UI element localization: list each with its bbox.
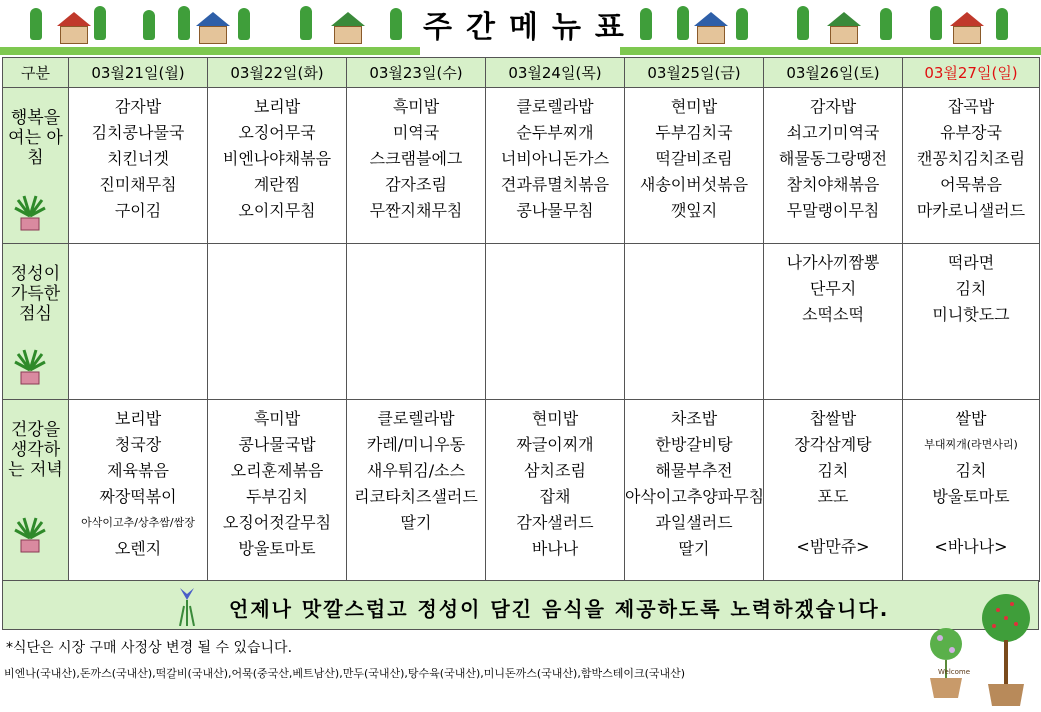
- tree-icon: [880, 8, 892, 40]
- breakfast-cell: [486, 88, 625, 244]
- menu-item: 나가사끼짬뽕: [786, 253, 880, 272]
- menu-item: 김치: [817, 461, 849, 480]
- header-day: 03월23일(수): [347, 58, 486, 88]
- menu-item: 두부김치: [246, 487, 308, 506]
- menu-item: 바나나: [531, 539, 579, 558]
- dinner-label-cell: [3, 400, 69, 582]
- menu-item: 마카로니샐러드: [916, 201, 1026, 220]
- header-row: [3, 58, 1040, 88]
- header-day-sunday: 03월27일(일): [903, 58, 1040, 88]
- menu-item: 잡곡밥: [947, 97, 995, 116]
- menu-item: 어묵볶음: [940, 175, 1002, 194]
- menu-item: 오리훈제볶음: [230, 461, 324, 480]
- menu-item: 짜글이찌개: [516, 435, 594, 454]
- menu-item: 감자밥: [809, 97, 857, 116]
- menu-item: 떡라면: [947, 253, 995, 272]
- dinner-cell: [903, 400, 1040, 582]
- breakfast-cell: [347, 88, 486, 244]
- menu-item: 참치야채볶음: [786, 175, 880, 194]
- house-icon: [830, 26, 858, 44]
- dinner-row: [3, 400, 1040, 582]
- menu-item: 딸기: [678, 539, 710, 558]
- menu-item: 순두부찌개: [516, 123, 594, 142]
- house-roof-icon: [57, 12, 91, 26]
- menu-item: 진미채무침: [99, 175, 177, 194]
- menu-item: 찹쌀밥: [809, 409, 857, 428]
- tree-icon: [30, 8, 42, 40]
- lunch-cell: [903, 244, 1040, 400]
- header-day: 03월24일(목): [486, 58, 625, 88]
- house-icon: [60, 26, 88, 44]
- house-icon: [953, 26, 981, 44]
- menu-item: 클로렐라밥: [516, 97, 594, 116]
- lunch-cell: [69, 244, 208, 400]
- menu-item: 쇠고기미역국: [786, 123, 880, 142]
- lunch-cell: [486, 244, 625, 400]
- menu-item: 아삭이고추양파무침: [625, 487, 765, 506]
- menu-item: 아삭이고추/상추쌈/쌈장: [81, 516, 195, 529]
- tree-icon: [390, 8, 402, 40]
- dinner-cell: [486, 400, 625, 582]
- menu-item: 구이김: [114, 201, 162, 220]
- menu-item: 소떡소떡: [802, 305, 864, 324]
- menu-item: 잡채: [539, 487, 571, 506]
- house-roof-icon: [331, 12, 365, 26]
- menu-item: <밤만쥬>: [796, 537, 870, 556]
- lunch-label: 정성이 가득한 점심: [10, 264, 61, 324]
- tree-icon: [930, 6, 942, 40]
- breakfast-row: [3, 88, 1040, 244]
- menu-item: 쌀밥: [955, 409, 987, 428]
- menu-item: 너비아니돈가스: [500, 149, 610, 168]
- menu-item: 현미밥: [531, 409, 579, 428]
- lunch-cell: [347, 244, 486, 400]
- header-day: 03월21일(월): [69, 58, 208, 88]
- menu-item: 한방갈비탕: [655, 435, 733, 454]
- menu-item: 방울토마토: [238, 539, 316, 558]
- menu-item: 해물동그랑땡전: [778, 149, 888, 168]
- menu-item: 콩나물무침: [516, 201, 594, 220]
- menu-item: 단무지: [809, 279, 857, 298]
- house-icon: [199, 26, 227, 44]
- menu-item: 감자밥: [114, 97, 162, 116]
- tree-icon: [736, 8, 748, 40]
- menu-item: 제육볶음: [107, 461, 169, 480]
- menu-item: 보리밥: [253, 97, 301, 116]
- menu-item: 오징어무국: [238, 123, 316, 142]
- menu-item: 흑미밥: [253, 409, 301, 428]
- lunch-label-cell: [3, 244, 69, 400]
- lunch-row: [3, 244, 1040, 400]
- house-roof-icon: [694, 12, 728, 26]
- header-day: 03월22일(화): [208, 58, 347, 88]
- menu-item: 리코타치즈샐러드: [354, 487, 478, 506]
- breakfast-cell: [625, 88, 764, 244]
- menu-item: 짜장떡볶이: [99, 487, 177, 506]
- menu-item: 오렌지: [114, 539, 162, 558]
- menu-item: 청국장: [114, 435, 162, 454]
- dinner-cell: [208, 400, 347, 582]
- menu-item: 김치: [955, 461, 987, 480]
- breakfast-label-cell: [3, 88, 69, 244]
- menu-item: 클로렐라밥: [377, 409, 455, 428]
- menu-item: 미역국: [392, 123, 440, 142]
- breakfast-label: 행복을 여는 아침: [8, 108, 63, 168]
- menu-item: 새우튀김/소스: [366, 461, 466, 480]
- menu-item: 무짠지채무침: [369, 201, 463, 220]
- menu-item: 방울토마토: [932, 487, 1010, 506]
- notice-text: *식단은 시장 구매 사정상 변경 될 수 있습니다.: [6, 640, 293, 656]
- menu-item: 딸기: [400, 513, 432, 532]
- menu-item: 부대찌개(라면사리): [924, 438, 1018, 451]
- menu-item: 스크램블에그: [369, 149, 463, 168]
- dinner-cell: [764, 400, 903, 582]
- menu-item: 과일샐러드: [655, 513, 733, 532]
- dinner-cell: [69, 400, 208, 582]
- menu-item: 치킨너겟: [107, 149, 169, 168]
- tree-icon: [300, 6, 312, 40]
- menu-item: 삼치조림: [524, 461, 586, 480]
- header-day: 03월25일(금): [625, 58, 764, 88]
- menu-item: 오이지무침: [238, 201, 316, 220]
- breakfast-cell: [764, 88, 903, 244]
- grass-left: [0, 47, 420, 55]
- menu-item: 두부김치국: [655, 123, 733, 142]
- header-day: 03월26일(토): [764, 58, 903, 88]
- menu-table: [2, 57, 1040, 582]
- potted-plant-icon: [12, 348, 48, 388]
- menu-item: 감자샐러드: [516, 513, 594, 532]
- menu-item: 감자조림: [385, 175, 447, 194]
- tree-icon: [996, 8, 1008, 40]
- house-icon: [334, 26, 362, 44]
- iris-flower-icon: [176, 586, 198, 626]
- tree-icon: [677, 6, 689, 40]
- menu-item: 김치: [955, 279, 987, 298]
- menu-item: 새송이버섯볶음: [639, 175, 749, 194]
- decorative-plants-icon: [920, 580, 1038, 708]
- menu-item: 흑미밥: [392, 97, 440, 116]
- menu-item: 유부장국: [940, 123, 1002, 142]
- menu-item: 오징어젓갈무침: [222, 513, 332, 532]
- menu-item: 비엔나야채볶음: [222, 149, 332, 168]
- tree-icon: [178, 6, 190, 40]
- menu-item: 떡갈비조림: [655, 149, 733, 168]
- welcome-sign-text: Welcome: [938, 668, 971, 676]
- dinner-cell: [625, 400, 764, 582]
- footer-message: 언제나 맛깔스럽고 정성이 담긴 음식을 제공하도록 노력하겠습니다.: [229, 597, 890, 621]
- lunch-cell: [208, 244, 347, 400]
- menu-item: 미니핫도그: [932, 305, 1010, 324]
- lunch-cell: [764, 244, 903, 400]
- menu-item: <바나나>: [934, 537, 1008, 556]
- tree-icon: [143, 10, 155, 40]
- menu-item: 김치콩나물국: [91, 123, 185, 142]
- page-title: 주간메뉴표: [423, 10, 638, 45]
- menu-item: 계란찜: [253, 175, 301, 194]
- lunch-cell: [625, 244, 764, 400]
- house-icon: [697, 26, 725, 44]
- breakfast-cell: [208, 88, 347, 244]
- menu-item: 깻잎지: [670, 201, 718, 220]
- potted-plant-icon: [12, 516, 48, 556]
- menu-item: 포도: [817, 487, 849, 506]
- dinner-label: 건강을 생각하는 저녁: [8, 420, 63, 480]
- menu-item: 견과류멸치볶음: [500, 175, 610, 194]
- dinner-cell: [347, 400, 486, 582]
- menu-item: 캔꽁치김치조림: [916, 149, 1026, 168]
- grass-right: [620, 47, 1041, 55]
- house-roof-icon: [950, 12, 984, 26]
- house-roof-icon: [827, 12, 861, 26]
- tree-icon: [238, 8, 250, 40]
- menu-item: 카레/미니우동: [366, 435, 466, 454]
- breakfast-cell: [69, 88, 208, 244]
- header-category: 구분: [3, 58, 69, 88]
- menu-item: 차조밥: [670, 409, 718, 428]
- potted-plant-icon: [12, 194, 48, 234]
- menu-item: 무말랭이무침: [786, 201, 880, 220]
- top-banner: [0, 0, 1041, 55]
- tree-icon: [94, 6, 106, 40]
- menu-item: 보리밥: [114, 409, 162, 428]
- origin-info: 비엔나(국내산),돈까스(국내산),떡갈비(국내산),어묵(중국산,베트남산),만두(국내산),탕수육(국내산),미니돈까스(국내산),함박스테이크(국내산): [4, 667, 686, 680]
- menu-item: 장각삼계탕: [794, 435, 872, 454]
- breakfast-cell: [903, 88, 1040, 244]
- tree-icon: [797, 6, 809, 40]
- menu-item: 해물부추전: [655, 461, 733, 480]
- menu-item: 현미밥: [670, 97, 718, 116]
- footer-message-band: [2, 580, 1039, 630]
- house-roof-icon: [196, 12, 230, 26]
- tree-icon: [640, 8, 652, 40]
- menu-item: 콩나물국밥: [238, 435, 316, 454]
